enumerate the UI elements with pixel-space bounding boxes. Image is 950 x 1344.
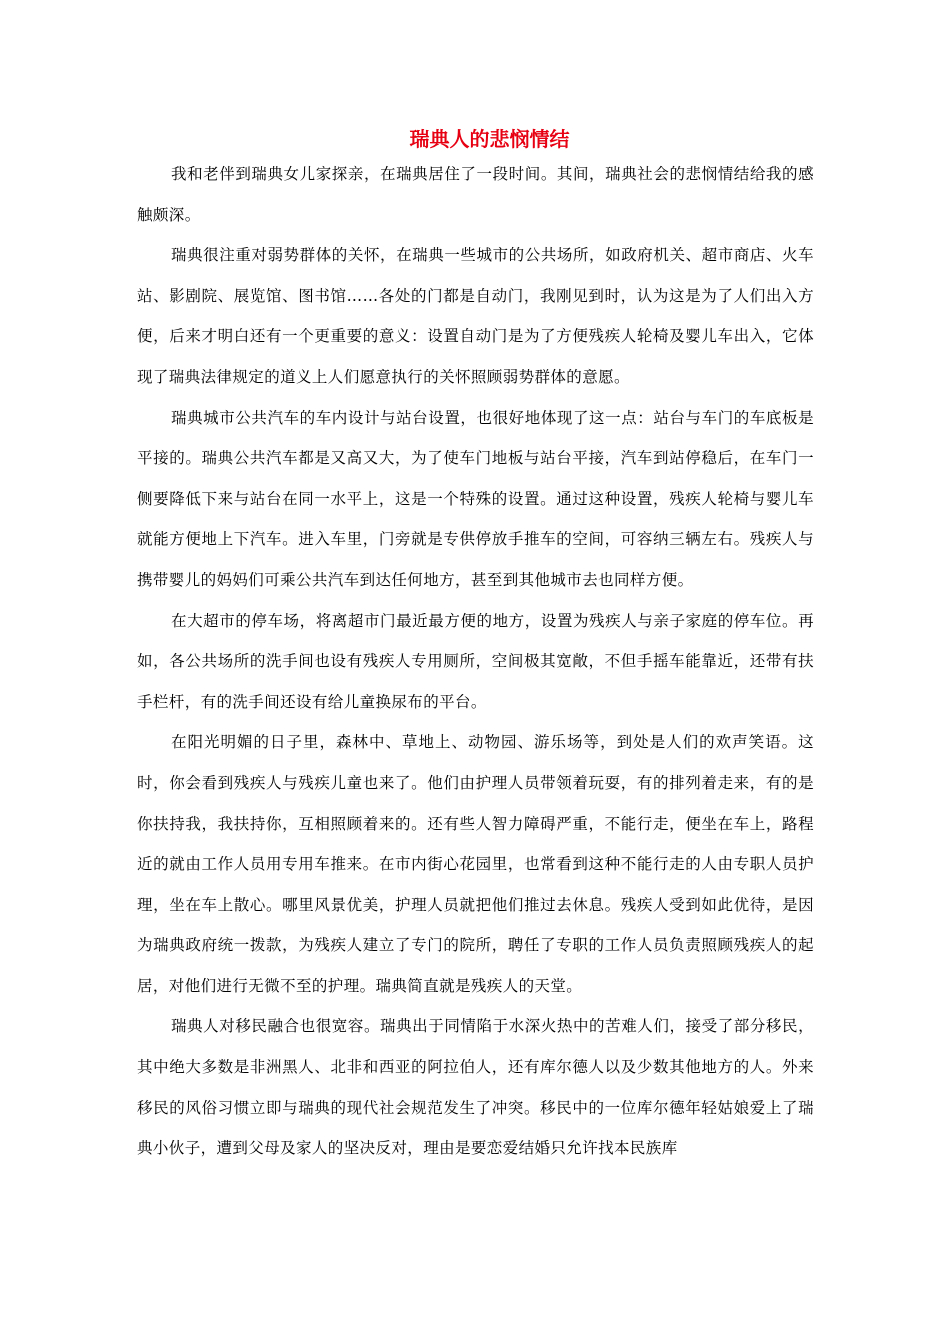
paragraph-1: 我和老伴到瑞典女儿家探亲，在瑞典居住了一段时间。其间，瑞典社会的悲悯情结给我的感触颇深。: [137, 165, 814, 224]
document-page: [137, 124, 814, 1169]
paragraph-3: 瑞典城市公共汽车的车内设计与站台设置，也很好地体现了这一点：站台与车门的车底板是平接的。瑞典公共汽车都是又高又大，为了使车门地板与站台平接，汽车到站停稳后，在车门一侧要降低下来与站台在同一水平上，这是一个特殊的设置。通过这种设置，残疾人轮椅与婴儿车就能方便地上下汽车。进入车里，门旁就是专供停放手推车的空间，可容纳三辆左右。残疾人与携带婴儿的妈妈们可乘公共汽车到达任何地方，甚至到其他城市去也同样方便。: [137, 408, 814, 589]
paragraph-4: 在大超市的停车场，将离超市门最近最方便的地方，设置为残疾人与亲子家庭的停车位。再如，各公共场所的洗手间也设有残疾人专用厕所，空间极其宽敞，不但手摇车能靠近，还带有扶手栏杆，有的洗手间还设有给儿童换尿布的平台。: [137, 611, 814, 711]
document-title: 瑞典人的悲悯情结: [409, 127, 570, 151]
paragraph-5: 在阳光明媚的日子里，森林中、草地上、动物园、游乐场等，到处是人们的欢声笑语。这时，你会看到残疾人与残疾儿童也来了。他们由护理人员带领着玩耍，有的排列着走来，有的是你扶持我，我扶持你，互相照顾着来的。还有些人智力障碍严重，不能行走，便坐在车上，路程近的就由工作人员用专用车推来。在市内街心花园里，也常看到这种不能行走的人由专职人员护理，坐在车上散心。哪里风景优美，护理人员就把他们推过去休息。残疾人受到如此优待，是因为瑞典政府统一拨款，为残疾人建立了专门的院所，聘任了专职的工作人员负责照顾残疾人的起居，对他们进行无微不至的护理。瑞典简直就是残疾人的天堂。: [137, 733, 814, 995]
paragraph-6: 瑞典人对移民融合也很宽容。瑞典出于同情陷于水深火热中的苦难人们，接受了部分移民，其中绝大多数是非洲黑人、北非和西亚的阿拉伯人，还有库尔德人以及少数其他地方的人。外来移民的风俗习惯立即与瑞典的现代社会规范发生了冲突。移民中的一位库尔德年轻姑娘爱上了瑞典小伙子，遭到父母及家人的坚决反对，理由是要恋爱结婚只允许找本民族库: [137, 1017, 814, 1158]
paragraph-2: 瑞典很注重对弱势群体的关怀，在瑞典一些城市的公共场所，如政府机关、超市商店、火车站、影剧院、展览馆、图书馆……各处的门都是自动门，我刚见到时，认为这是为了人们出入方便，后来才明白还有一个更重要的意义：设置自动门是为了方便残疾人轮椅及婴儿车出入，它体现了瑞典法律规定的道义上人们愿意执行的关怀照顾弱势群体的意愿。: [137, 246, 814, 386]
